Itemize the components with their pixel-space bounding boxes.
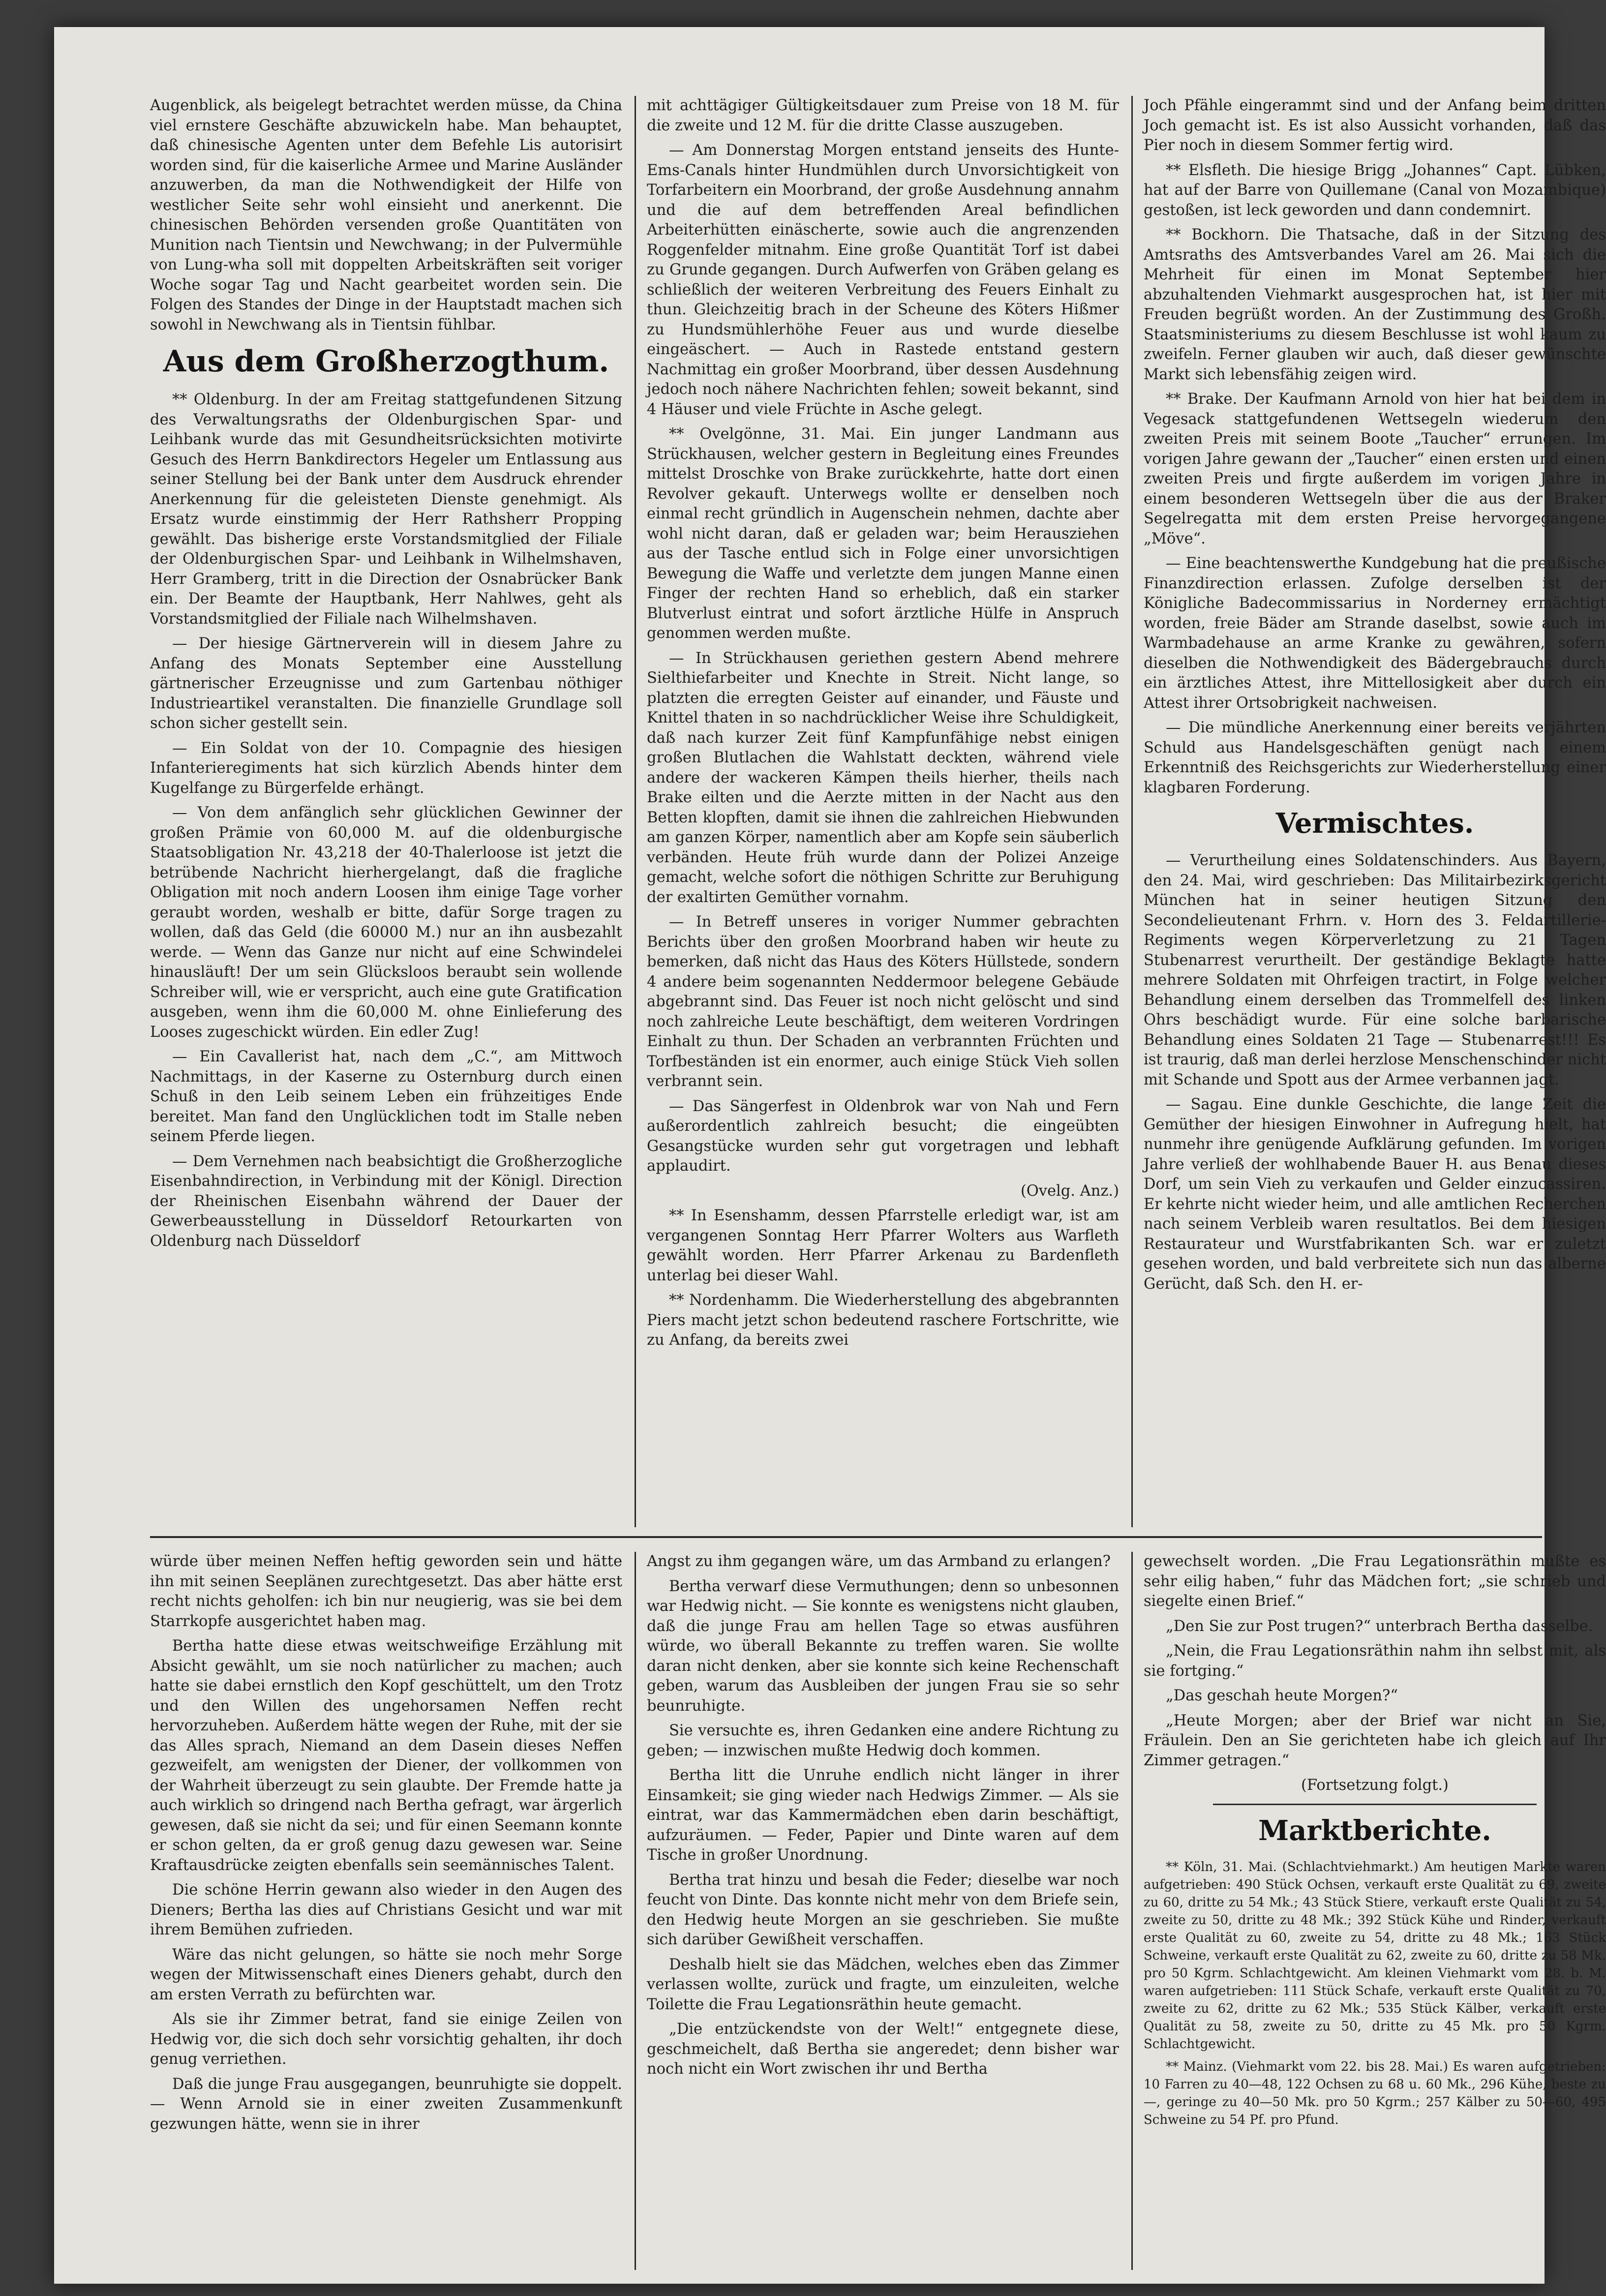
- article-paragraph: — Eine beachtenswerthe Kundgebung hat die preußische Finanzdirection erlassen. Zufolge derselben ist der Königliche Badecommissarius in Norderney ermächtigt worden, freie Bäder am Strande daselbst, sowie auch im Warmbadehause an arme Kranke zu gewähren, sofern dieselben die Nothwendigkeit des Bädergebrauchs durch ein ärztliches Attest, ihre Mittellosigkeit aber durch ein Attest ihrer Ortsobrigkeit nachweisen.: [1144, 555, 1606, 712]
- article-paragraph: — Sagau. Eine dunkle Geschichte, die lange Zeit die Gemüther der hiesigen Einwohner in Aufregung hielt, hat nunmehr ihre genügende Aufklärung gefunden. Im vorigen Jahre verließ der wohlhabende Bauer H. aus Benau dieses Dorf, um sein Vieh zu verkaufen und Gelder einzucassiren. Er kehrte nicht wieder heim, und alle amtlichen Recherchen nach seinem Verbleib waren resultatlos. Bei dem hiesigen Restaurateur und Wurstfabrikanten Sch. war er zuletzt gesehen worden, und bald verbreitete sich nun das alberne Gerücht, daß Sch. den H. er-: [1144, 1096, 1606, 1293]
- article-paragraph: — Die mündliche Anerkennung einer bereits verjährten Schuld aus Handelsgeschäften genügt nach einem Erkenntniß des Reichsgerichts zur Wiederherstellung einer klagbaren Forderung.: [1144, 719, 1606, 796]
- novel-paragraph: Sie versuchte es, ihren Gedanken eine andere Richtung zu geben; — inzwischen mußte Hedwig doch kommen.: [647, 1722, 1119, 1759]
- article-paragraph: — Das Sängerfest in Oldenbrok war von Nah und Fern außerordentlich zahlreich besucht; die eingeübten Gesangstücke wurden sehr gut vorgetragen und lebhaft applaudirt.: [647, 1097, 1119, 1175]
- column-rule-3: [635, 1552, 636, 2270]
- novel-paragraph: würde über meinen Neffen heftig geworden sein und hätte ihn mit seinen Seeplänen zurechtgesetzt. Das aber hätte erst recht nichts geholfen: ich bin nur neugierig, was sie bei dem Starrkopfe ausgerichtet haben mag.: [150, 1553, 622, 1630]
- column-rule-1: [635, 96, 636, 1527]
- novel-paragraph: gewechselt worden. „Die Frau Legationsräthin mußte es sehr eilig haben,“ fuhr das Mädchen fort; „sie schrieb und siegelte einen Brief.“: [1144, 1553, 1606, 1610]
- novel-paragraph: Bertha verwarf diese Vermuthungen; denn so unbesonnen war Hedwig nicht. — Sie konnte es wenigstens nicht glauben, daß die junge Frau am hellen Tage so etwas ausführen würde, wo überall Bekannte zu treffen waren. Sie wollte daran nicht denken, aber sie konnte sich keine Rechenschaft geben, warum das Ausbleiben der jungen Frau sie so sehr beunruhigte.: [647, 1577, 1119, 1715]
- article-paragraph: ** Nordenhamm. Die Wiederherstellung des abgebrannten Piers macht jetzt schon bedeutend raschere Fortschritte, wie zu Anfang, da bereits zwei: [647, 1292, 1119, 1349]
- article-paragraph: Augenblick, als beigelegt betrachtet werden müsse, da China viel ernstere Geschäfte abzuwickeln habe. Man behauptet, daß chinesische Agenten unter dem Befehle Lis autorisirt worden sind, für die kaiserliche Armee und Marine Ausländer anzuwerben, da man die Nothwendigkeit der Hilfe von westlicher Seite sehr wohl einsieht und anerkennt. Die chinesischen Behörden versenden große Quantitäten von Munition nach Tientsin und Newchwang; in der Pulvermühle von Lung-wha soll mit doppelten Arbeitskräften seit voriger Woche sogar Tag und Nacht gearbeitet worden sein. Die Folgen des Standes der Dinge in der Hauptstadt machen sich sowohl in Newchwang als in Tientsin fühlbar.: [150, 97, 622, 333]
- article-paragraph: — Ein Soldat von der 10. Compagnie des hiesigen Infanterieregiments hat sich kürzlich Abends hinter dem Kugelfange zu Bürgerfelde erhängt.: [150, 739, 622, 797]
- market-report: ** Mainz. (Viehmarkt vom 22. bis 28. Mai.) Es waren aufgetrieben: 10 Farren zu 40—48, 122 Ochsen zu 68 u. 60 Mk., 296 Kühe, beste zu —, geringe zu 40—50 Mk. pro 50 Kgrm.; 257 Kälber zu 50—60, 495 Schweine zu 54 Pf. pro Pfund.: [1144, 2059, 1606, 2127]
- bottom-col1-body: [150, 1552, 622, 2134]
- bottom-col2-body: [647, 1552, 1119, 2080]
- article-paragraph: — Dem Vernehmen nach beabsichtigt die Großherzogliche Eisenbahndirection, in Verbindung mit der Königl. Direction der Rheinischen Eisenbahn während der Dauer der Gewerbeausstellung in Düsseldorf Retourkarten von Oldenburg nach Düsseldorf: [150, 1152, 622, 1250]
- article-paragraph: ** Brake. Der Kaufmann Arnold von hier hat bei dem in Vegesack stattgefundenen Wettsegeln wiederum den zweiten Preis mit seinem Boote „Taucher“ errungen. Im vorigen Jahre gewann der „Taucher“ einen ersten und einen zweiten Preis und firgte außerdem im vorigen Jahre in einem besonderen Wettsegeln über die aus der Braker Segelregatta mit dem ersten Preise hervorgegangene „Möve“.: [1144, 391, 1606, 547]
- top-col1-after: [150, 390, 622, 1251]
- novel-paragraph: „Das geschah heute Morgen?“: [1166, 1687, 1398, 1704]
- bottom-col3-body: [1144, 1552, 1606, 1771]
- top-col2-body: [647, 96, 1119, 1351]
- bottom-column-1: [150, 1552, 622, 2270]
- continuation-note: (Fortsetzung folgt.): [1301, 1777, 1449, 1794]
- article-paragraph: — Ein Cavallerist hat, nach dem „C.“, am Mittwoch Nachmittags, in der Kaserne zu Osternburg durch einen Schuß in den Leib seinem Leben ein frühzeitiges Ende bereitet. Man fand den Unglücklichen todt im Stalle neben seinem Pferde liegen.: [150, 1048, 622, 1145]
- novel-paragraph: Bertha trat hinzu und besah die Feder; dieselbe war noch feucht von Dinte. Das konnte nicht mehr von dem Briefe sein, den Hedwig heute Morgen an sie geschrieben. Sie mußte sich darüber Gewißheit verschaffen.: [647, 1871, 1119, 1948]
- top-column-3: [1144, 96, 1606, 1522]
- source-attribution: (Ovelg. Anz.): [1020, 1182, 1119, 1200]
- top-col1-lead: [150, 96, 622, 335]
- article-paragraph: — Verurtheilung eines Soldatenschinders. Aus Bayern, den 24. Mai, wird geschrieben: Das Militairbezirksgericht München hat in seiner heutigen Sitzung den Secondelieutenant Frhrn. v. Horn des 3. Feldartillerie-Regiments wegen Körperverletzung zu 21 Tagen Stubenarrest verurtheilt. Der geständige Beklagte hatte mehrere Soldaten mit Ohrfeigen tractirt, in Folge welcher Behandlung einem derselben das Trommelfell des linken Ohrs beschädigt wurde. Für eine solche barbarische Behandlung eines Soldaten 21 Tage — Stubenarrest!!! Es ist traurig, daß man derlei herzlose Menschenschinder nicht mit Schande und Spott aus der Armee verbannen jagt.: [1144, 852, 1606, 1088]
- top-column-1: [150, 96, 622, 1522]
- article-paragraph: ** Oldenburg. In der am Freitag stattgefundenen Sitzung des Verwaltungsraths der Oldenburgischen Spar- und Leihbank wurde das mit Gesundheitsrücksichten motivirte Gesuch des Herrn Bankdirectors Hegeler um Entlassung aus seiner Stellung bei der Bank unter dem Ausdruck ehrender Anerkennung für die geleisteten Dienste genehmigt. Als Ersatz wurde einstimmig der Herr Rathsherr Propping gewählt. Das bisherige erste Vorstandsmitglied der Filiale der Oldenburgischen Spar- und Leihbank in Wilhelmshaven, Herr Gramberg, tritt in die Direction der Osnabrücker Bank ein. Der Beamte der Hauptbank, Herr Nahlwes, geht als Vorstandsmitglied der Filiale nach Wilhelmshaven.: [150, 391, 622, 628]
- novel-paragraph: Daß die junge Frau ausgegangen, beunruhigte sie doppelt. — Wenn Arnold sie in einer zweiten Zusammenkunft gezwungen hätte, wenn sie in ihrer: [150, 2075, 622, 2133]
- column-rule-4: [1131, 1552, 1133, 2270]
- novel-paragraph: „Den Sie zur Post trugen?“ unterbrach Bertha dasselbe.: [1166, 1617, 1593, 1635]
- novel-paragraph: Wäre das nicht gelungen, so hätte sie noch mehr Sorge wegen der Mitwissenschaft eines Dieners gehabt, durch den am ersten Verrath zu befürchten war.: [150, 1946, 622, 2003]
- novel-paragraph: „Nein, die Frau Legationsräthin nahm ihn selbst mit, als sie fortging.“: [1144, 1642, 1606, 1680]
- bottom-column-3: [1144, 1552, 1606, 2270]
- novel-paragraph: „Heute Morgen; aber der Brief war nicht an Sie, Fräulein. Den an Sie gerichteten habe ich gleich auf Ihr Zimmer getragen.“: [1144, 1712, 1606, 1769]
- heading-vermischtes: Vermischtes.: [1275, 807, 1474, 840]
- article-paragraph: Joch Pfähle eingerammt sind und der Anfang beim dritten Joch gemacht ist. Es ist also Aussicht vorhanden, daß das Pier noch in diesem Sommer fertig wird.: [1144, 97, 1606, 154]
- article-paragraph: — Am Donnerstag Morgen entstand jenseits des Hunte-Ems-Canals hinter Hundmühlen durch Unvorsichtigkeit von Torfarbeitern ein Moorbrand, der große Ausdehnung annahm und die auf dem betreffenden Areal befindlichen Arbeiterhütten einäscherte, sowie auch die angrenzenden Roggenfelder mitnahm. Eine große Quantität Torf ist dabei zu Grunde gegangen. Durch Aufwerfen von Gräben gelang es schließlich der weiteren Verbreitung des Feuers Einhalt zu thun. Gleichzeitig brach in der Scheune des Köters Hißmer zu Hundsmühlerhöhe Feuer aus und wurde dieselbe eingeäschert. — Auch in Rastede entstand gestern Nachmittag ein großer Moorbrand, über dessen Ausdehnung jedoch noch nähere Nachrichten fehlen; soweit bekannt, sind 4 Häuser und viele Früchte in Asche gelegt.: [647, 142, 1119, 418]
- article-paragraph: — Der hiesige Gärtnerverein will in diesem Jahre zu Anfang des Monats September eine Ausstellung gärtnerischer Erzeugnisse und zum Gartenbau nöthiger Industrieartikel veranstalten. Die finanzielle Grundlage soll schon sicher gestellt sein.: [150, 635, 622, 732]
- novel-paragraph: Deshalb hielt sie das Mädchen, welches eben das Zimmer verlassen wollte, zurück und fragte, um einzuleiten, welche Toilette die Frau Legationsräthin heute gemacht.: [647, 1956, 1119, 2013]
- article-paragraph: ** In Esenshamm, dessen Pfarrstelle erledigt war, ist am vergangenen Sonntag Herr Pfarrer Wolters aus Warfleth gewählt worden. Herr Pfarrer Arkenau zu Bardenfleth unterlag bei dieser Wahl.: [647, 1207, 1119, 1284]
- heading-marktberichte: Marktberichte.: [1258, 1814, 1491, 1847]
- top-column-2: [647, 96, 1119, 1522]
- newspaper-page: [54, 27, 1606, 2284]
- article-paragraph: ** Bockhorn. Die Thatsache, daß in der Sitzung des Amtsraths des Amtsverbandes Varel am 26. Mai sich die Mehrheit für einen im Monat September hier abzuhaltenden Viehmarkt ausgesprochen hat, ist hier mit Freuden begrüßt worden. An der Zustimmung des Großh. Staatsministeriums zu diesem Beschlusse ist wohl kaum zu zweifeln. Ferner glauben wir auch, daß dieser gewünschte Markt sich lebensfähig zeigen wird.: [1144, 226, 1606, 383]
- section-rule: [150, 1536, 1542, 1538]
- novel-paragraph: „Die entzückendste von der Welt!“ entgegnete diese, geschmeichelt, daß Bertha sie angeredet; denn bisher war noch nicht ein Wort zwischen ihr und Bertha: [647, 2021, 1119, 2078]
- article-paragraph: — In Betreff unseres in voriger Nummer gebrachten Berichts über den großen Moorbrand haben wir heute zu bemerken, daß nicht das Haus des Köters Hüllstede, sondern 4 andere beim sogenannten Neddermoor belegene Gebäude abgebrannt sind. Das Feuer ist noch nicht gelöscht und sind noch zahlreiche Leute beschäftigt, dem weiteren Vordringen Einhalt zu thun. Der Schaden an verbrannten Früchten und Torfbeständen ist ein enormer, auch einige Stück Vieh sollen verbrannt sein.: [647, 913, 1119, 1090]
- heading-grossherzogthum: Aus dem Großherzogthum.: [163, 344, 609, 379]
- column-rule-2: [1131, 96, 1133, 1527]
- short-rule: [1213, 1804, 1537, 1805]
- top-col3-body: [1144, 96, 1606, 798]
- article-paragraph: ** Ovelgönne, 31. Mai. Ein junger Landmann aus Strückhausen, welcher gestern in Begleitung eines Freundes mittelst Droschke von Brake zurückkehrte, hatte dort einen Revolver gekauft. Unterwegs wollte er denselben noch einmal recht gründlich in Augenschein nehmen, dachte aber wohl nicht daran, daß er geladen war; beim Herausziehen aus der Tasche entlud sich in Folge einer unvorsichtigen Bewegung die Waffe und verletzte dem jungen Manne einen Finger der rechten Hand so erheblich, daß ein starker Blutverlust eintrat und sofort ärztliche Hülfe in Anspruch genommen werden mußte.: [647, 425, 1119, 642]
- top-col3-after: [1144, 851, 1606, 1294]
- bottom-column-2: [647, 1552, 1119, 2270]
- article-paragraph: — In Strückhausen geriethen gestern Abend mehrere Sielthiefarbeiter und Knechte in Streit. Nicht lange, so platzten die erregten Geister auf einander, und Fäuste und Knittel thaten in so nachdrücklicher Weise ihre Schuldigkeit, daß nach kurzer Zeit fünf Kampfunfähige nebst einigen großen Blutlachen die Wahlstatt deckten, während viele andere der wackeren Kämpen theils hierher, theils nach Brake eilten und die Aerzte mitten in der Nacht aus den Betten klopften, damit sie ihnen die zahlreichen Hiebwunden am ganzen Körper, namentlich aber am Kopfe sein säuberlich verbänden. Heute früh wurde dann der Polizei Anzeige gemacht, welche sofort die nöthigen Schritte zur Beruhigung der exaltirten Gemüther vornahm.: [647, 649, 1119, 906]
- market-report: ** Köln, 31. Mai. (Schlachtviehmarkt.) Am heutigen Markte waren aufgetrieben: 490 Stück Ochsen, verkauft erste Qualität zu 69, zweite zu 60, dritte zu 54 Mk.; 43 Stück Stiere, verkauft erste Qualität zu 54, zweite zu 50, dritte zu 48 Mk.; 392 Stück Kühe und Rinder, verkauft erste Qualität zu 60, zweite zu 54, dritte zu 48 Mk.; 163 Stück Schweine, verkauft erste Qualität zu 62, zweite zu 60, dritte zu 58 Mk. pro 50 Kgrm. Schlachtgewicht. Am kleinen Viehmarkt vom 28. b. M. waren aufgetrieben: 111 Stück Schafe, verkauft erste Qualität zu 70, zweite zu 62, dritte zu 62 Mk.; 535 Stück Kälber, verkauft erste Qualität zu 58, zweite zu 50, dritte zu 45 Mk. pro 50 Kgrm. Schlachtgewicht.: [1144, 1859, 1606, 2052]
- novel-paragraph: Die schöne Herrin gewann also wieder in den Augen des Dieners; Bertha las dies auf Christians Gesicht und war mit ihrem Bemühen zufrieden.: [150, 1881, 622, 1938]
- market-reports: [1144, 1858, 1606, 2129]
- article-paragraph: mit achttägiger Gültigkeitsdauer zum Preise von 18 M. für die zweite und 12 M. für die dritte Classe auszugeben.: [647, 97, 1119, 134]
- novel-paragraph: Bertha litt die Unruhe endlich nicht länger in ihrer Einsamkeit; sie ging wieder nach Hedwigs Zimmer. — Als sie eintrat, war das Kammermädchen eben darin beschäftigt, aufzuräumen. — Feder, Papier und Dinte waren auf dem Tische in großer Unordnung.: [647, 1767, 1119, 1864]
- article-paragraph: ** Elsfleth. Die hiesige Brigg „Johannes“ Capt. Lübken, hat auf der Barre von Quillemane (Canal von Mozambique) gestoßen, ist leck geworden und dann condemnirt.: [1144, 161, 1606, 219]
- article-paragraph: — Von dem anfänglich sehr glücklichen Gewinner der großen Prämie von 60,000 M. auf die oldenburgische Staatsobligation Nr. 43,218 der 40-Thalerloose ist jetzt die betrübende Nachricht hierhergelangt, daß die fragliche Obligation mit noch andern Loosen ihm einige Tage vorher geraubt worden, weshalb er bitte, dafür Sorge tragen zu wollen, daß das Geld (die 60000 M.) nur an ihn ausbezahlt werde. — Wenn das Ganze nur nicht auf eine Schwindelei hinausläuft! Der um sein Glücksloos beraubt sein wollende Schreiber will, wie er verspricht, auch eine gute Gratification ausgeben, wenn ihm die 60,000 M. ohne Einlieferung des Looses zugeschickt würden. Ein edler Zug!: [150, 804, 622, 1041]
- novel-paragraph: Angst zu ihm gegangen wäre, um das Armband zu erlangen?: [647, 1553, 1111, 1570]
- novel-paragraph: Als sie ihr Zimmer betrat, fand sie einige Zeilen von Hedwig vor, die sich doch sehr vorsichtig gehalten, ihr doch genug verriethen.: [150, 2011, 622, 2068]
- novel-paragraph: Bertha hatte diese etwas weitschweifige Erzählung mit Absicht gewählt, um sie noch natürlicher zu machen; auch hatte sie dabei ernstlich den Kopf geschüttelt, um den Trotz und den Willen des ungehorsamen Neffen recht hervorzuheben. Außerdem hätte wegen der Ruhe, mit der sie das Alles sprach, Niemand an dem Dasein dieses Neffen gezweifelt, am wenigsten der Diener, der vollkommen von der Wahrheit überzeugt zu sein glaubte. Der Fremde hatte ja auch wirklich so dringend nach Bertha gefragt, war ärgerlich gewesen, daß sie nicht da sei; und für einen Seemann konnte er schon gelten, da er groß genug dazu gewesen war. Seine Kraftausdrücke zeigten ebenfalls sein seemännisches Talent.: [150, 1637, 622, 1874]
